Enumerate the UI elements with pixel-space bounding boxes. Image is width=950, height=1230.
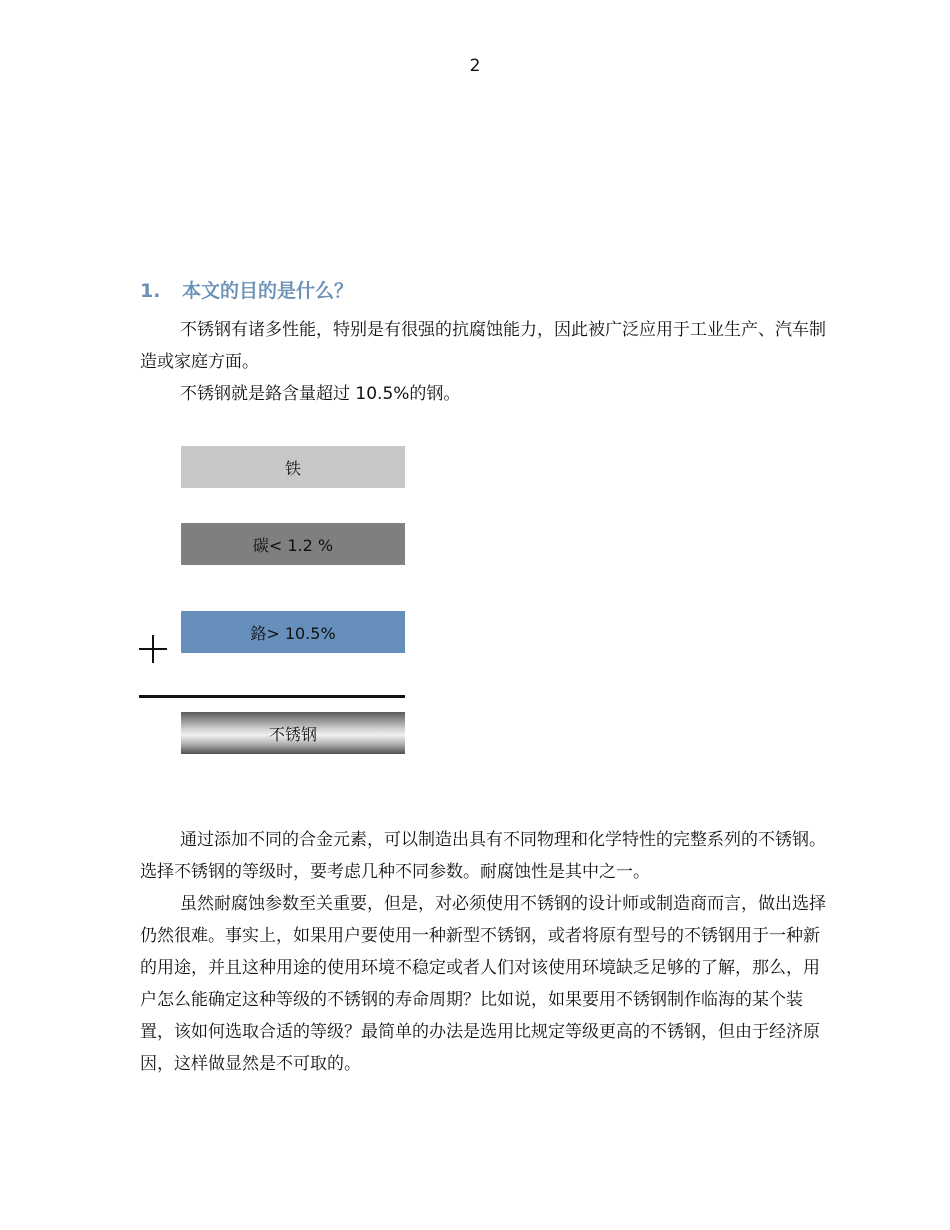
section-heading	[140, 279, 353, 303]
section-title: 本文的目的是什么？	[182, 280, 354, 302]
iron-box	[181, 446, 405, 488]
sum-divider	[139, 695, 405, 698]
page-number: 2	[469, 56, 481, 76]
intro-paragraph: 不锈钢就是鉻含量超过 10.5%的钢。	[180, 384, 461, 404]
body-paragraph: 虽然耐腐蚀参数至关重要，但是，对必须使用不锈钢的设计师或制造商而言，做出选择仍然很难。事实上，如果用户要使用一种新型不锈钢，或者将原有型号的不锈钢用于一种新的用途，并且这种用途的使用环境不稳定或者人们对该使用环境缺乏足够的了解，那么，用户怎么能确定这种等级的不锈钢的寿命周期？比如说，如果要用不锈钢制作临海的某个装置，该如何选取合适的等级？最简单的办法是选用比规定等级更高的不锈钢，但由于经济原因，这样做显然是不可取的。	[140, 894, 826, 1074]
carbon-label: 碳< 1.2 %	[252, 535, 334, 555]
section-number: 1.	[140, 280, 161, 302]
iron-label: 铁	[284, 458, 301, 478]
carbon-box	[181, 523, 405, 565]
chromium-box	[181, 611, 405, 653]
plus-icon	[139, 635, 167, 663]
body-paragraph: 通过添加不同的合金元素，可以制造出具有不同物理和化学特性的完整系列的不锈钢。选择不锈钢的等级时，要考虑几种不同参数。耐腐蚀性是其中之一。	[140, 830, 826, 882]
chromium-label: 鉻> 10.5%	[250, 623, 336, 643]
intro-paragraph: 不锈钢有诸多性能，特别是有很强的抗腐蚀能力，因此被广泛应用于工业生产、汽车制造或家庭方面。	[140, 320, 826, 372]
stainless-steel-box	[181, 712, 405, 754]
intro-text	[140, 314, 830, 410]
stainless-steel-label: 不锈钢	[268, 724, 317, 744]
body-text	[140, 824, 830, 1080]
